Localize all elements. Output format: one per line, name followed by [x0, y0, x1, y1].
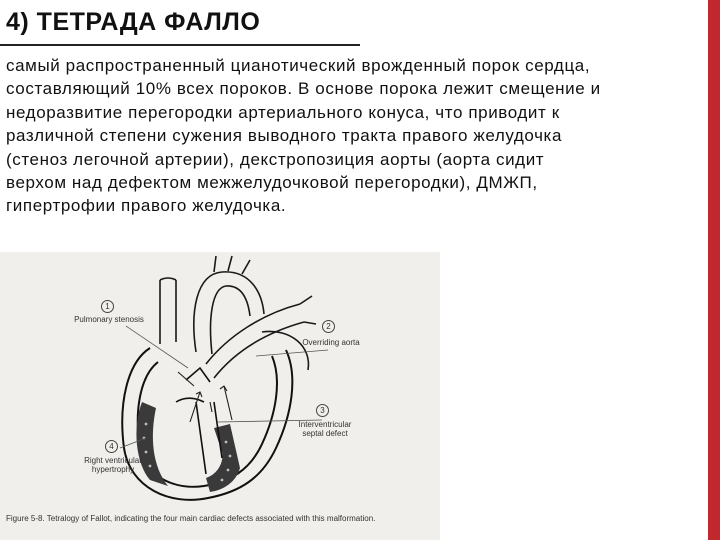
label-pulmonary-stenosis: Pulmonary stenosis	[74, 315, 144, 324]
heart-diagram-figure	[0, 252, 440, 540]
label-overriding-aorta: Overriding aorta	[302, 338, 360, 347]
label-number-4: 4	[105, 440, 118, 453]
label-number-2: 2	[322, 320, 335, 333]
slide-body-text: самый распространенный цианотический врожденный порок сердца, составляющий 10% всех пороков. В основе порока лежит смещение и недоразвитие перегородки артериального конуса, что приводит к различной степени сужения выводного тракта правого желудочка (стеноз легочной артерии), декстропозиция аорты (аорта сидит верхом над дефектом межжелудочковой перегородки), ДМЖП, гипертрофии правого желудочка.	[6, 56, 601, 216]
label-number-1: 1	[101, 300, 114, 313]
slide-title: 4) ТЕТРАДА ФАЛЛО	[6, 8, 261, 36]
label-ventricular-septal-defect: Interventricular septal defect	[298, 420, 352, 438]
title-underline	[0, 44, 360, 46]
accent-bar	[708, 0, 720, 540]
figure-caption: Figure 5-8. Tetralogy of Fallot, indicating the four main cardiac defects associated with this malformation.	[6, 514, 376, 523]
heart-diagram-illustration	[0, 252, 440, 540]
label-number-3: 3	[316, 404, 329, 417]
label-right-ventricular-hypertrophy: Right ventricular hypertrophy	[84, 456, 142, 474]
